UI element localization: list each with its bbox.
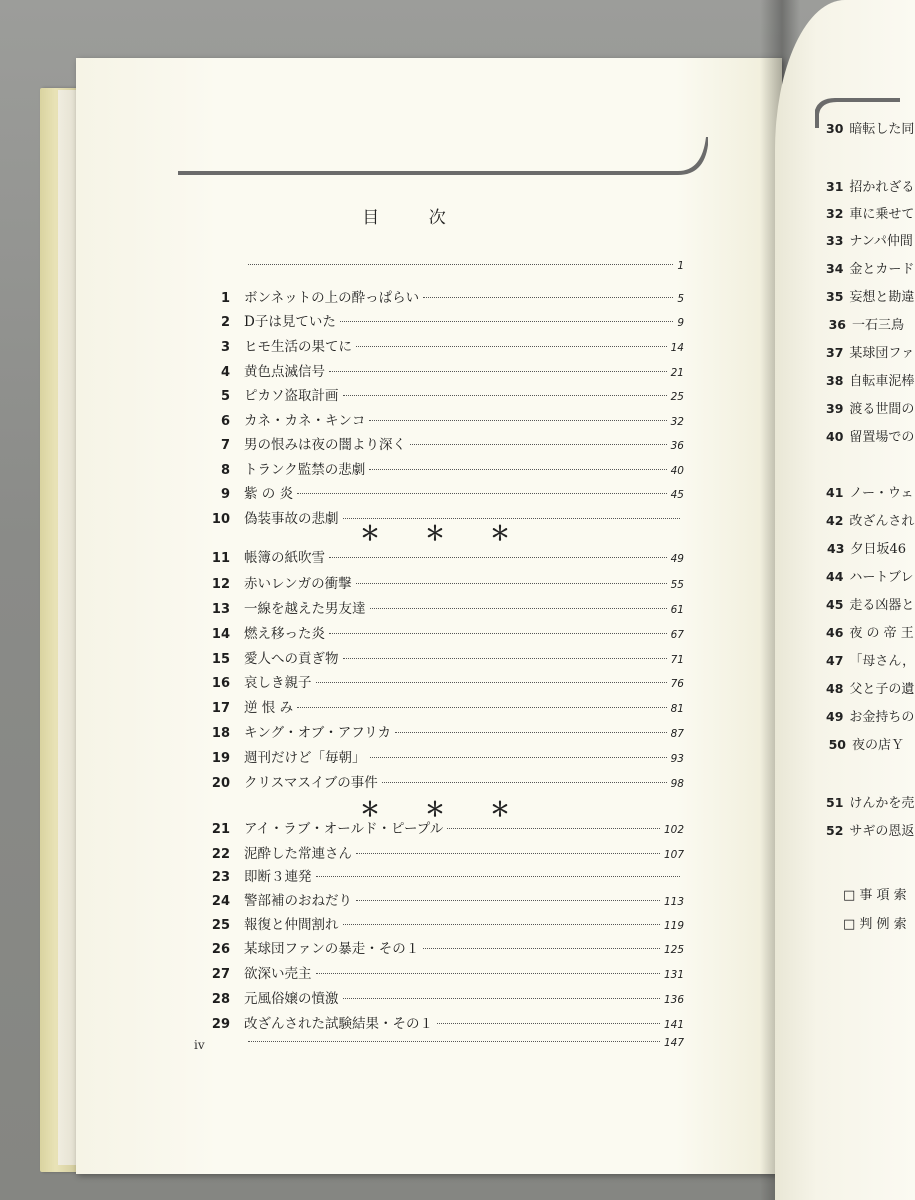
entry-page: 98 (670, 778, 684, 790)
entry-number: 52 (826, 823, 844, 838)
entry-page: 141 (663, 1019, 684, 1031)
entry-page: 107 (663, 849, 684, 861)
index-box: □ 判 例 索 (843, 917, 907, 932)
separator-star: ＊ (360, 521, 380, 545)
entry-title: 改ざんされ (849, 514, 915, 529)
entry-number: 10 (211, 512, 230, 527)
entry-page: 32 (670, 416, 684, 428)
entry-title: ボンネットの上の酔っぱらい (244, 290, 420, 306)
separator-star: ＊ (490, 521, 510, 545)
dot-leader (343, 924, 660, 925)
entry-number: 7 (220, 438, 230, 453)
entry-title: 某球団ファ (849, 346, 915, 361)
toc-entry (200, 384, 684, 406)
dot-leader (343, 998, 660, 999)
entry-number: 27 (211, 967, 230, 982)
toc-entry (200, 458, 684, 480)
entry-title: 赤いレンガの衝撃 (244, 576, 352, 592)
entry-title: 妄想と勘違 (849, 290, 915, 305)
entry-title: 父と子の遺 (849, 682, 915, 697)
toc-entry (200, 842, 684, 864)
dot-leader (329, 557, 667, 558)
entry-number: 35 (826, 289, 844, 304)
entry-page: 147 (663, 1037, 684, 1049)
entry-title: 夜の店Ｙ (852, 738, 905, 753)
dot-leader (356, 583, 667, 584)
entry-number: 18 (211, 726, 230, 741)
right-toc-entry (826, 820, 915, 842)
entry-title: 愛人への貢ぎ物 (244, 651, 339, 667)
entry-number: 34 (826, 261, 844, 276)
toc-entry (200, 746, 684, 768)
entry-title: 招かれざる (849, 180, 915, 195)
entry-title: 帳簿の紙吹雪 (244, 550, 325, 566)
dot-leader (316, 876, 681, 877)
entry-title: お金持ちの (849, 710, 915, 725)
separator-star: ＊ (425, 521, 445, 545)
toc-entry (200, 962, 684, 984)
right-toc-entry (826, 230, 913, 252)
dot-leader (423, 297, 673, 298)
toc-entry (200, 1012, 684, 1034)
entry-number: 21 (211, 822, 230, 837)
entry-number: 6 (220, 414, 230, 429)
entry-number: 20 (211, 776, 230, 791)
right-toc-entry (826, 342, 915, 364)
entry-number: 23 (211, 870, 230, 885)
entry-page: 71 (670, 654, 684, 666)
section-separator (360, 793, 510, 822)
entry-title: 週刊だけど「毎朝」 (244, 750, 366, 766)
dot-leader (356, 900, 660, 901)
dot-leader (410, 444, 667, 445)
entry-number: 16 (211, 676, 230, 691)
entry-title: ノー・ウェ (849, 486, 914, 501)
right-toc-entry (826, 792, 915, 814)
entry-title: 一石三鳥 (852, 318, 905, 333)
toc-entry (200, 260, 684, 282)
dot-leader (447, 828, 660, 829)
entry-title: ピカソ盗取計画 (244, 388, 339, 404)
separator-star: ＊ (360, 797, 380, 821)
entry-number: 50 (828, 737, 846, 752)
entry-page: 61 (670, 604, 684, 616)
dot-leader (370, 757, 667, 758)
entry-title: 渡る世間の (849, 402, 915, 417)
entry-number: 3 (220, 340, 230, 355)
entry-title: 男の恨みは夜の闇より深く (244, 437, 406, 453)
toc-entry (200, 433, 684, 455)
right-toc-entry (826, 286, 915, 308)
entry-title: 自転車泥棒 (849, 374, 915, 389)
entry-number: 17 (211, 701, 230, 716)
entry-number: 51 (826, 795, 844, 810)
entry-number: 4 (220, 365, 230, 380)
entry-title: 逆 恨 み (244, 700, 294, 716)
entry-page: 136 (663, 994, 684, 1006)
entry-number: 8 (220, 463, 230, 478)
toc-entry (200, 546, 684, 568)
entry-page: 25 (670, 391, 684, 403)
toc-entry (200, 913, 684, 935)
dot-leader (356, 346, 667, 347)
entry-number: 47 (826, 653, 844, 668)
entry-title: 「母さん， (849, 654, 915, 669)
entry-number: 40 (826, 429, 844, 444)
toc-entry (200, 409, 684, 431)
entry-title: 走る凶器と (849, 598, 915, 613)
entry-number: 24 (211, 894, 230, 909)
toc-entry (200, 310, 684, 332)
entry-title: 留置場での (849, 430, 915, 445)
entry-title: 夕日坂46 (850, 542, 906, 557)
right-toc-entry (826, 482, 914, 504)
entry-number: 9 (220, 487, 230, 502)
entry-title: キング・オブ・アフリカ (244, 725, 392, 741)
dot-leader (340, 321, 673, 322)
entry-title: 警部補のおねだり (244, 893, 352, 909)
entry-number: 1 (220, 291, 230, 306)
entry-number: 31 (826, 179, 844, 194)
entry-page: 5 (677, 293, 684, 305)
entry-title: けんかを売 (849, 796, 915, 811)
toc-entry (200, 671, 684, 693)
entry-number: 32 (826, 206, 844, 221)
dot-leader (297, 493, 667, 494)
right-toc-entry (826, 426, 915, 448)
dot-leader (316, 682, 667, 683)
entry-number: 2 (220, 315, 230, 330)
entry-page: 67 (670, 629, 684, 641)
dot-leader (382, 782, 667, 783)
entry-title: カネ・カネ・キンコ (244, 413, 366, 429)
dot-leader (297, 707, 667, 708)
section-separator (360, 517, 510, 546)
entry-number: 14 (211, 627, 230, 642)
entry-page: 131 (663, 969, 684, 981)
entry-title: 某球団ファンの暴走・その１ (244, 941, 420, 957)
toc-entry (200, 572, 684, 594)
separator-star: ＊ (490, 797, 510, 821)
entry-title: ナンパ仲間 (849, 234, 913, 249)
toc-entry (200, 360, 684, 382)
entry-page: 49 (670, 553, 684, 565)
entry-number: 46 (826, 625, 844, 640)
toc-entry (200, 696, 684, 718)
entry-title: アイ・ラブ・オールド・ピープル (244, 821, 444, 837)
entry-title: 即断３連発 (244, 869, 312, 885)
entry-number: 33 (826, 233, 844, 248)
entry-number: 26 (211, 942, 230, 957)
right-toc-entry (826, 678, 915, 700)
entry-page: 119 (663, 920, 684, 932)
right-toc-entry (826, 203, 915, 225)
page-folio: iv (194, 1038, 205, 1052)
right-toc-entry (826, 370, 915, 392)
dot-leader (370, 608, 667, 609)
dot-leader (329, 633, 667, 634)
toc-entry (200, 937, 684, 959)
right-toc-entry (826, 566, 914, 588)
right-toc-entry (826, 650, 915, 672)
entry-number: 22 (211, 847, 230, 862)
toc-entry (200, 622, 684, 644)
entry-title: 燃え移った炎 (244, 626, 325, 642)
entry-number: 11 (211, 551, 230, 566)
dot-leader (423, 948, 660, 949)
entry-page: 87 (670, 728, 684, 740)
entry-title: 欲深い売主 (244, 966, 312, 982)
entry-number: 37 (826, 345, 844, 360)
entry-number: 45 (826, 597, 844, 612)
entry-title: 金とカード (849, 262, 915, 277)
entry-title: ハートブレ (849, 570, 914, 585)
dot-leader (356, 853, 660, 854)
entry-number: 42 (826, 513, 844, 528)
entry-page: 40 (670, 465, 684, 477)
entry-page: 1 (677, 260, 684, 272)
right-toc-entry (826, 538, 906, 560)
entry-page: 102 (663, 824, 684, 836)
entry-title: 車に乗せて (849, 207, 915, 222)
entry-page: 14 (670, 342, 684, 354)
dot-leader (343, 658, 667, 659)
entry-page: 81 (670, 703, 684, 715)
entry-title: 哀しき親子 (244, 675, 312, 691)
entry-number: 49 (826, 709, 844, 724)
dot-leader (316, 973, 660, 974)
entry-page: 45 (670, 489, 684, 501)
dot-leader (329, 371, 667, 372)
entry-number: 38 (826, 373, 844, 388)
entry-title: 泥酔した常連さん (244, 846, 352, 862)
entry-page: 113 (663, 896, 684, 908)
entry-number: 28 (211, 992, 230, 1007)
toc-entry (200, 987, 684, 1009)
toc-entry (200, 597, 684, 619)
toc-entry (200, 335, 684, 357)
entry-title: サギの恩返 (849, 824, 915, 839)
entry-number: 12 (211, 577, 230, 592)
dot-leader (343, 395, 667, 396)
right-toc-entry (826, 594, 915, 616)
right-toc-entry (826, 622, 914, 644)
dot-leader (437, 1023, 660, 1024)
entry-title: 元風俗嬢の憤激 (244, 991, 339, 1007)
dot-leader (248, 264, 673, 265)
dot-leader (248, 1041, 660, 1042)
entry-page: 76 (670, 678, 684, 690)
entry-number: 39 (826, 401, 844, 416)
entry-number: 29 (211, 1017, 230, 1032)
entry-number: 41 (826, 485, 844, 500)
right-toc-entry (826, 118, 915, 140)
entry-number: 30 (826, 121, 844, 136)
entry-title: 黄色点滅信号 (244, 364, 325, 380)
entry-page: 9 (677, 317, 684, 329)
toc-entry (200, 286, 684, 308)
toc-entry (200, 721, 684, 743)
toc-entry (200, 1037, 684, 1059)
entry-title: 暗転した同 (849, 122, 915, 137)
dot-leader (369, 420, 666, 421)
entry-title: 報復と仲間割れ (244, 917, 339, 933)
right-toc-entry (826, 176, 915, 198)
right-toc-entry (826, 510, 915, 532)
entry-page: 36 (670, 440, 684, 452)
toc-entry (200, 889, 684, 911)
right-toc-entry (826, 258, 915, 280)
right-toc-entry (826, 398, 915, 420)
right-toc-entry (826, 706, 915, 728)
entry-title: トランク監禁の悲劇 (244, 462, 366, 478)
entry-title: 紫 の 炎 (244, 486, 294, 502)
header-rule (178, 135, 708, 181)
toc-entry (200, 865, 684, 887)
entry-title: D子は見ていた (244, 314, 336, 330)
toc-title: 目 次 (362, 208, 468, 228)
entry-title: 一線を越えた男友達 (244, 601, 366, 617)
separator-star: ＊ (425, 797, 445, 821)
dot-leader (395, 732, 667, 733)
right-toc-entry (826, 314, 906, 336)
entry-number: 48 (826, 681, 844, 696)
entry-page: 125 (663, 944, 684, 956)
toc-entry (200, 771, 684, 793)
entry-number: 15 (211, 652, 230, 667)
entry-number: 5 (220, 389, 230, 404)
toc-entry (200, 482, 684, 504)
entry-title: 夜 の 帝 王 (849, 626, 914, 641)
right-toc-entry (826, 734, 906, 756)
entry-title: ヒモ生活の果てに (244, 339, 352, 355)
entry-number: 43 (827, 541, 845, 556)
entry-title: 改ざんされた試験結果・その１ (244, 1016, 433, 1032)
entry-number: 36 (828, 317, 846, 332)
entry-number: 44 (826, 569, 844, 584)
entry-page: 21 (670, 367, 684, 379)
entry-number: 25 (211, 918, 230, 933)
toc-entry (200, 647, 684, 669)
entry-title: クリスマスイブの事件 (244, 775, 378, 791)
entry-title: 偽装事故の悲劇 (244, 511, 339, 527)
index-box: □ 事 項 索 (843, 888, 907, 903)
dot-leader (369, 469, 666, 470)
entry-page: 55 (670, 579, 684, 591)
entry-page: 93 (670, 753, 684, 765)
entry-number: 19 (211, 751, 230, 766)
entry-number: 13 (211, 602, 230, 617)
